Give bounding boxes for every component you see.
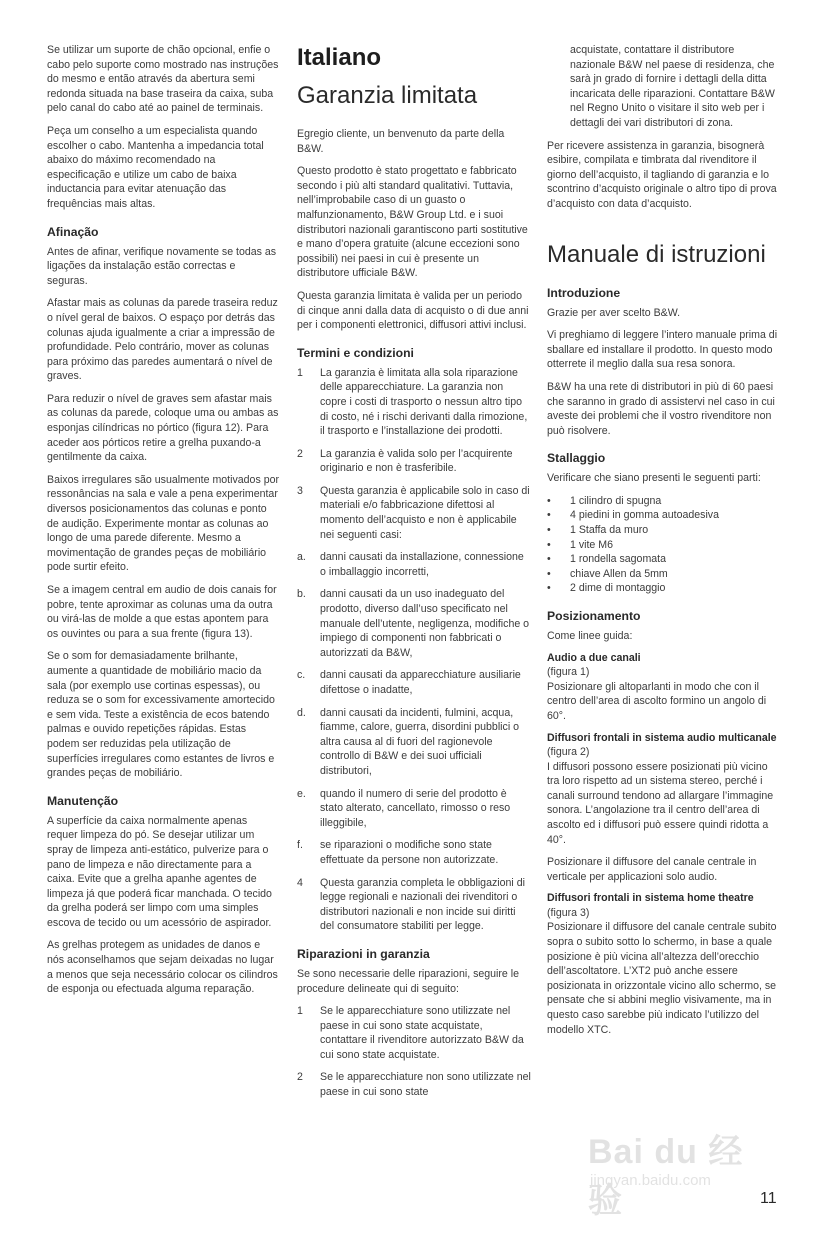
list-text: danni causati da incidenti, fulmini, acqua, fiamme, calore, guerra, disordini pubblici o altra causa al di fuori del ragionevole controllo di B&W e dei suoi ufficiali distributori, [320,706,520,777]
list-item [297,1070,532,1099]
list-marker: c. [297,669,306,682]
list-text: se riparazioni o modifiche sono state effettuate da persone non autorizzate. [320,839,499,866]
list-marker: 2 [297,1071,303,1084]
repairs-continuation: acquistate, contattare il distributore nazionale B&W nel paese di residenza, che sarà jn grado di fornire i dettagli della ditta incaricata delle riparazioni. Contattare B&W nel Regno Unito o visitare il sito web per i dettagli dei vari distributori di zona. [570,44,775,129]
italian-manual-column [547,43,782,1045]
bullet-icon: • [547,567,551,580]
list-text: danni causati da apparecchiature ausiliarie difettose o inadatte, [320,669,521,696]
list-item [547,538,782,553]
baidu-watermark [586,1124,776,1220]
manutencao-heading: Manutenção [47,793,119,808]
paragraph: Se sono necessarie delle riparazioni, seguire le procedure delineate qui di seguito: [297,967,520,995]
list-text: La garanzia è valida solo per l’acquirente originario e non è trasferibile. [320,447,513,475]
list-item [547,567,782,582]
cable-paragraph: Peça um conselho a um especialista quando escolher o cabo. Mantenha a impedancia total abaixo do máximo recomendado na especificação e utilize um cabo de baixa inductancia para evitar atenuação das frequências mais altas. [47,124,264,210]
list-item [297,484,532,542]
paragraph: Baixos irregulares são usualmente motivados por ressonâncias na sala e vale a pena experimentar diversos posicionamentos das colunas e ponto de audição. Experimente montar as colunas ao longo de uma parede diferente. Mesmo a movimentação de grandes peças de mobiliário pode surtir efeito. [47,473,280,574]
list-item [297,447,532,476]
list-item [297,876,532,934]
paragraph: Para reduzir o nível de graves sem afastar mais as colunas da parede, coloque uma ou ambas as esponjas cilíndricas no pórtico (figura 12). Para aceder aos pórticos retire a grelha puxando-a gentilmente da caixa. [47,392,279,464]
paragraph: Posizionare il diffusore del canale centrale in verticale per applicazioni solo audio. [547,856,757,883]
list-item [297,838,532,867]
bullet-icon: • [547,582,551,595]
list-text: La garanzia è limitata alla sola riparazione delle apparecchiature. La garanzia non copre i costi di trasporto o nessun altro tipo di costo, né i rischi derivanti dalla rimozione, il trasporto e l’installazione dei prodotti. [320,366,528,438]
list-marker: b. [297,588,306,601]
italian-warranty-column [297,43,532,1108]
paragraph: Posizionare gli altoparlanti in modo che con il centro dell’area di ascolto formino un angolo di 60°. [547,680,767,722]
paragraph: Se o som for demasiadamente brilhante, aumente a quantidade de mobiliário macio da sala (por exemplo use cortinas espessas), ou reduza se o som for excessivamente amortecido e sem vida. Teste a existência de ecos batendo palmas e ouvido repetições rápidas. Estas podem ser reduzidas pela utilização de superfícies irregulares como estantes de livros e grandes peças de mobiliário. [47,650,275,780]
list-text: danni causati da un uso inadeguato del prodotto, diverso dall’uso specificato nel manuale dell’utente, negligenza, modifiche o impiego di componenti non fabbricati o autorizzati da B&W, [320,588,530,659]
paragraph: As grelhas protegem as unidades de danos e nós aconselhamos que sejam deixadas no lugar a menos que seja necessário colocar os cilindros de esponja ou efectuada alguma reparação. [47,939,278,996]
list-text: Se le apparecchiature sono utilizzate nel paese in cui sono state acquistate, contattare il rivenditore autorizzato B&W da cui sono state acquistate. [320,1005,524,1061]
list-marker: 1 [297,366,303,379]
list-marker: 3 [297,484,303,497]
list-marker: d. [297,706,306,719]
bullet-icon: • [547,538,551,551]
positioning-heading: Posizionamento [547,609,641,624]
list-item [297,706,532,779]
list-text: chiave Allen da 5mm [570,567,668,580]
paragraph: Questa garanzia limitata è valida per un periodo di cinque anni dalla data di acquisto o di due anni per i componenti elettronici, diffusori attivi inclusi. [297,289,529,332]
list-item [547,523,782,538]
terms-heading: Termini e condizioni [297,345,414,360]
subheading: Diffusori frontali in sistema home theatre [547,892,754,905]
bullet-icon: • [547,524,551,537]
list-item [297,550,532,579]
list-text: quando il numero di serie del prodotto è stato alterato, cancellato, rimosso o reso illeggibile, [320,787,511,829]
figure-ref: (figura 3) [547,906,590,919]
list-item [297,787,532,831]
list-item [547,552,782,567]
paragraph: Vi preghiamo di leggere l’intero manuale prima di sballare ed installare il prodotto. In questo modo otterrete il meglio dalla sua resa sonora. [547,329,778,371]
list-marker: 2 [297,447,303,460]
list-marker: f. [297,839,303,852]
paragraph: Verificare che siano presenti le seguenti parti: [547,472,761,485]
list-text: 4 piedini in gomma autoadesiva [570,509,719,522]
figure-ref: (figura 2) [547,746,590,758]
paragraph: Se a imagem central em audio de dois canais for pobre, tente aproximar as colunas uma da outra ou virá-las de molde a que estas apontem para os ouvintes ou para a sua frente (figura 13). [47,584,277,640]
parts-list [547,494,782,596]
list-text: danni causati da installazione, connessione o imballaggio incorretti, [320,551,524,578]
list-text: Questa garanzia completa le obbligazioni di legge regionali e nazionali dei rivenditori o distributori nazionali e non incide sui diritti del consumatore stabiliti per legge. [320,876,525,933]
paragraph: Per ricevere assistenza in garanzia, bisognerà esibire, compilata e timbrata dal rivenditore il giorno dell’acquisto, il tagliando di garanzia e lo scontrino d’acquisto originale o altro tipo di prova d’acquisto con data d’acquisto. [547,139,777,210]
figure-ref: (figura 1) [547,666,590,679]
list-text: 1 rondella sagomata [570,553,666,566]
list-item [547,494,782,509]
paragraph: Questo prodotto è stato progettato e fabbricato secondo i più alti standard qualitativi. Tuttavia, nell’improbabile caso di un guasto o malfunzionamento, B&W Group Ltd. e i suoi distributori nazionali garantiscono parti sostitutive e mano d’opera gratuite (alcune eccezioni sono possibili) nei paesi in cui è presente un distributore ufficiale B&W. [297,165,528,280]
list-marker: e. [297,787,306,800]
warranty-title: Garanzia limitata [297,82,478,109]
intro-heading: Introduzione [547,285,621,300]
list-text: 1 cilindro di spugna [570,494,662,507]
page-number: 11 [760,1190,777,1207]
watermark-site: jingyan.baidu.com [590,1172,711,1189]
paragraph: Grazie per aver scelto B&W. [547,306,681,319]
paragraph: Come linee guida: [547,630,633,643]
list-item [297,366,532,439]
repairs-heading: Riparazioni in garanzia [297,946,430,961]
list-item [547,508,782,523]
portuguese-column [47,43,279,1005]
subheading: Diffusori frontali in sistema audio multicanale [547,731,777,744]
paragraph: Egregio cliente, un benvenuto da parte della B&W. [297,128,505,155]
paragraph: B&W ha una rete di distributori in più di 60 paesi che saranno in grado di assistervi nel caso in cui aveste dei problemi che il vostro rivenditore non può risolvere. [547,380,775,437]
paragraph: Antes de afinar, verifique novamente se todas as ligações da instalação estão correctas e seguras. [47,245,277,287]
list-item [547,581,782,596]
stand-paragraph: Se utilizar um suporte de chão opcional, enfie o cabo pelo suporte como mostrado nas instruções do mesmo e então através da abertura semi redonda situada na base traseira da caixa, suba pelo canal do cabo até ao painel de terminais. [47,44,279,115]
list-item [297,668,532,697]
paragraph: A superfície da caixa normalmente apenas requer limpeza do pó. Se desejar utilizar um spray de limpeza anti-estático, pulverize para o pano de limpeza e não directamente para a caixa. Evite que a grelha apanhe agentes de limpeza já que poderá ficar manchada. O tecido da grelha poderá ser limpo com uma simples escova de tecido ou um acessório de aspirador. [47,814,272,929]
paragraph: Afastar mais as colunas da parede traseira reduz o nível geral de baixos. O espaço por detrás das colunas ajuda igualmente a criar a impressão de profundidade. Pelo contrário, mover as colunas para próximo das paredes aumentará o nível de graves. [47,297,278,383]
list-text: Questa garanzia è applicabile solo in caso di materiali e/o fabbricazione difettosi al momento dell’acquisto e non è applicabile nei seguenti casi: [320,484,530,541]
list-marker: a. [297,551,306,564]
paragraph: I diffusori possono essere posizionati più vicino tra loro rispetto ad un sistema stereo, perché i canali surround tendono ad allargare l’immagine sonora. L’angolazione tra il centro dell’area di ascolto ed i diffusori può essere quindi ridotta a 40°. [547,760,774,846]
bullet-icon: • [547,509,551,522]
stallaggio-heading: Stallaggio [547,451,606,466]
manual-title: Manuale di istruzioni [547,240,766,268]
list-item [297,587,532,660]
bullet-icon: • [547,494,551,507]
bullet-icon: • [547,553,551,566]
language-title: Italiano [297,44,382,71]
list-marker: 1 [297,1005,303,1018]
list-text: 2 dime di montaggio [570,582,666,595]
subheading: Audio a due canali [547,651,641,664]
afinacao-heading: Afinação [47,224,99,239]
list-item [297,1004,532,1062]
list-text: 1 Staffa da muro [570,524,649,537]
watermark-brand: Bai du 经验 [588,1133,744,1220]
paragraph: Posizionare il diffusore del canale centrale subito sopra o subito sotto lo schermo, in base a quale posizione è più vicina all’altezza dell’orecchio dell’ascoltatore. L’XT2 può anche essere posizionata in orizzontale vicino allo schermo, se pensate che si abbini meglio visivamente, ma in questo caso sarebbe più indicato l’utilizzo del modello XTC. [547,921,777,1036]
list-text: Se le apparecchiature non sono utilizzate nel paese in cui sono state [320,1071,531,1099]
list-marker: 4 [297,876,303,889]
list-text: 1 vite M6 [570,538,613,551]
